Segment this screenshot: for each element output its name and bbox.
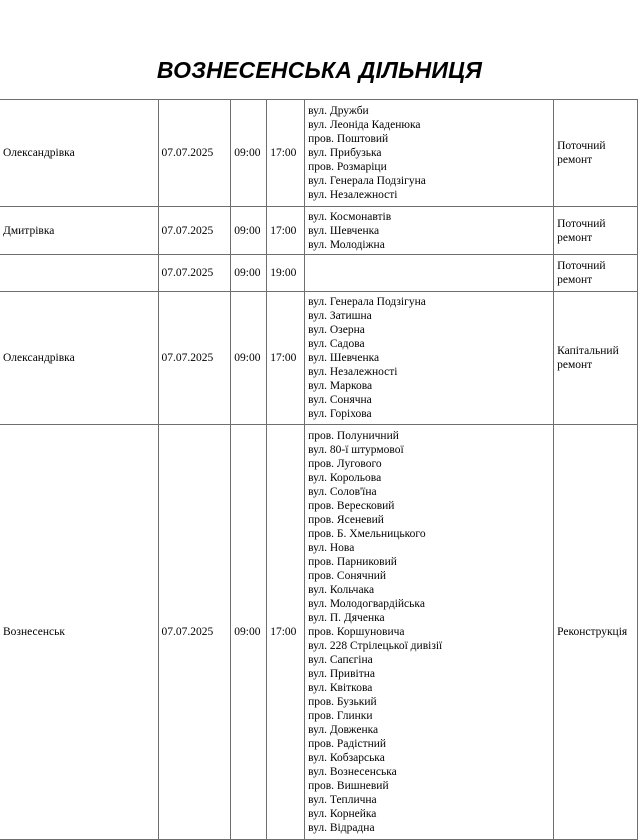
- work-type-cell: Поточний ремонт: [554, 100, 638, 207]
- table-body: [0, 100, 638, 840]
- street-item: пров. Розмаріци: [308, 161, 387, 173]
- street-item: вул. Маркова: [308, 380, 373, 392]
- street-item: вул. Корнейка: [308, 808, 377, 820]
- street-item: пров. Вересковий: [308, 500, 395, 512]
- street-item: вул. Молодогвардійська: [308, 598, 425, 610]
- street-item: вул. Генерала Подзігуна: [308, 296, 426, 308]
- street-item: пров. Лугового: [308, 458, 382, 470]
- street-item: вул. Генерала Подзігуна: [308, 175, 426, 187]
- streets-cell: [305, 255, 554, 292]
- table-row: [0, 292, 638, 425]
- work-type-cell: Реконструкція: [554, 425, 638, 840]
- street-item: вул. Затишна: [308, 310, 372, 322]
- time-from-cell: 09:00: [231, 255, 267, 292]
- date-cell: 07.07.2025: [158, 207, 231, 255]
- settlement-cell: Олександрівка: [0, 292, 158, 425]
- table-row: [0, 100, 638, 207]
- street-item: вул. Нова: [308, 542, 355, 554]
- street-item: вул. Шевченка: [308, 352, 380, 364]
- street-item: вул. П. Дяченка: [308, 612, 385, 624]
- settlement-cell: [0, 255, 158, 292]
- street-item: пров. Бузький: [308, 696, 377, 708]
- street-item: вул. Космонавтів: [308, 210, 392, 223]
- street-item: пров. Ясеневий: [308, 514, 384, 526]
- street-item: вул. Солов'їна: [308, 486, 377, 498]
- street-item: вул. Дружби: [308, 105, 369, 117]
- street-item: вул. Садова: [308, 338, 365, 350]
- time-from-cell: 09:00: [231, 100, 267, 207]
- date-cell: 07.07.2025: [158, 100, 231, 207]
- streets-cell: [305, 207, 554, 255]
- page-title: ВОЗНЕСЕНСЬКА ДІЛЬНИЦЯ: [156, 57, 483, 83]
- street-item: вул. Квіткова: [308, 682, 373, 694]
- time-to-cell: 17:00: [267, 292, 305, 425]
- date-cell: 07.07.2025: [158, 292, 231, 425]
- street-item: вул. Довженка: [308, 724, 379, 736]
- date-cell: 07.07.2025: [158, 425, 231, 840]
- time-to-cell: 17:00: [267, 425, 305, 840]
- street-item: вул. Озерна: [308, 324, 365, 336]
- street-item: вул. Кольчака: [308, 584, 375, 596]
- work-type-cell: Поточний ремонт: [554, 207, 638, 255]
- time-from-cell: 09:00: [231, 425, 267, 840]
- date-cell: 07.07.2025: [158, 255, 231, 292]
- street-item: вул. Прибузька: [308, 147, 382, 159]
- street-item: пров. Глинки: [308, 710, 373, 722]
- street-item: пров. Вишневий: [308, 780, 389, 792]
- outage-schedule-table: [0, 99, 638, 840]
- street-item: пров. Полуничний: [308, 430, 399, 442]
- time-from-cell: 09:00: [231, 207, 267, 255]
- settlement-cell: Вознесенськ: [0, 425, 158, 840]
- settlement-cell: Дмитрівка: [0, 207, 158, 255]
- street-item: пров. Сонячний: [308, 570, 387, 582]
- table-row: [0, 425, 638, 840]
- street-item: вул. 228 Стрілецької дивізії: [308, 640, 443, 652]
- street-item: вул. Горіхова: [308, 408, 372, 420]
- settlement-cell: Олександрівка: [0, 100, 158, 207]
- street-item: вул. Сапєгіна: [308, 654, 373, 666]
- work-type-cell: Поточний ремонт: [554, 255, 638, 292]
- street-item: вул. Корольова: [308, 472, 382, 484]
- street-item: вул. Молодіжна: [308, 238, 385, 251]
- street-item: вул. 80-ї штурмової: [308, 444, 404, 456]
- street-item: вул. Вознесенська: [308, 766, 397, 778]
- street-item: вул. Леоніда Каденюка: [308, 119, 421, 131]
- street-item: вул. Кобзарська: [308, 752, 385, 764]
- time-from-cell: 09:00: [231, 292, 267, 425]
- street-item: вул. Привітна: [308, 668, 375, 680]
- street-item: пров. Коршуновича: [308, 626, 405, 638]
- street-item: вул. Відрадна: [308, 822, 375, 834]
- street-item: вул. Теплична: [308, 794, 377, 806]
- time-to-cell: 17:00: [267, 207, 305, 255]
- streets-cell: [305, 292, 554, 425]
- street-item: пров. Парниковий: [308, 556, 397, 568]
- table-row: [0, 255, 638, 292]
- street-item: вул. Шевченка: [308, 224, 380, 237]
- time-to-cell: 17:00: [267, 100, 305, 207]
- work-type-cell: Капітальний ремонт: [554, 292, 638, 425]
- time-to-cell: 19:00: [267, 255, 305, 292]
- street-item: пров. Поштовий: [308, 133, 389, 145]
- street-item: пров. Радістний: [308, 738, 387, 750]
- streets-cell: [305, 425, 554, 840]
- street-item: вул. Незалежності: [308, 366, 398, 378]
- street-item: вул. Незалежності: [308, 189, 398, 201]
- street-item: вул. Сонячна: [308, 394, 372, 406]
- table-row: [0, 207, 638, 255]
- street-item: пров. Б. Хмельницького: [308, 528, 426, 540]
- streets-cell: [305, 100, 554, 207]
